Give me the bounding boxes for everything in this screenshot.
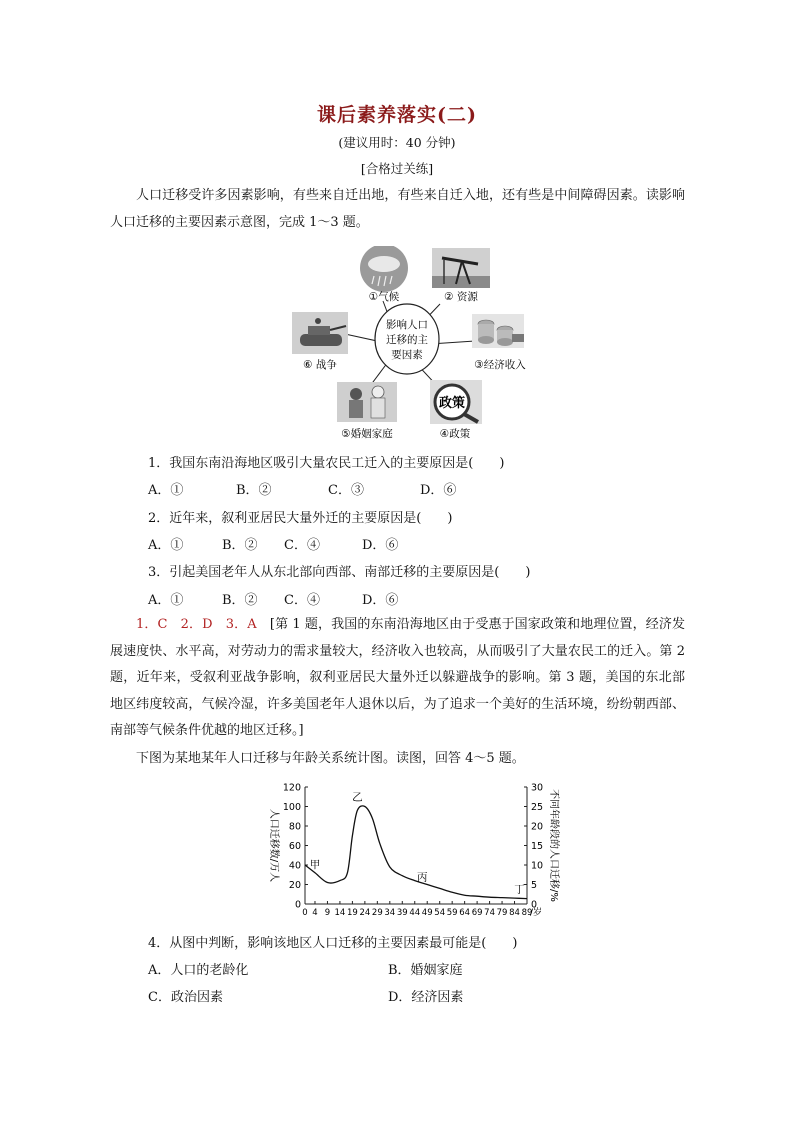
y2-tick-label: 0: [531, 899, 538, 911]
x-tick-label: 44: [409, 908, 421, 918]
tank-picture: [292, 312, 348, 354]
x-tick-label: 39: [396, 908, 408, 918]
intro-paragraph-2: 下图为某地某年人口迁移与年龄关系统计图。读图，回答 4～5 题。: [136, 751, 525, 766]
migration-curve: [305, 806, 527, 899]
question-2-options: [148, 534, 398, 553]
x-tick-label: 54: [434, 908, 446, 918]
x-tick-label: 59: [446, 908, 458, 918]
answer-key: 1．C 2．D 3．A: [136, 617, 257, 632]
x-axis-label: /岁: [530, 908, 543, 918]
question-3-options: [148, 589, 398, 608]
curve-annotation: 甲: [309, 858, 321, 871]
q4-option-b[interactable]: B．婚姻家庭: [388, 963, 463, 978]
q2-option-b[interactable]: B．②: [222, 538, 258, 553]
y-tick-label: 80: [288, 821, 301, 833]
question-4-options-row2: [148, 986, 463, 1005]
intro-paragraph-1: 人口迁移受许多因素影响，有些来自迁出地，有些来自迁入地，还有些是中间障碍因素。读影响人口迁移的主要因素示意图，完成 1～3 题。: [110, 188, 685, 230]
migration-age-chart: [0, 775, 794, 925]
y-tick-label: 40: [288, 860, 301, 872]
section-label: [合格过关练]: [360, 161, 434, 176]
y2-tick-label: 15: [531, 841, 544, 852]
q2-option-a[interactable]: A．①: [148, 538, 184, 553]
curve-annotation: 乙: [352, 791, 363, 804]
x-tick-label: 79: [496, 908, 508, 918]
y2-tick-label: 10: [531, 860, 544, 872]
policy-sign-text: 政策: [438, 396, 466, 411]
q2-option-c[interactable]: C．④: [284, 538, 320, 553]
x-tick-label: 49: [421, 908, 433, 918]
climate-picture: [360, 246, 408, 292]
question-4: 4．从图中判断，影响该地区人口迁移的主要因素最可能是( ): [148, 936, 518, 951]
x-tick-label: 14: [334, 908, 346, 918]
x-tick-label: 74: [484, 908, 495, 918]
q4-option-c[interactable]: C．政治因素: [148, 990, 223, 1005]
q3-option-b[interactable]: B．②: [222, 593, 258, 608]
item-economic-income: ③经济收入: [474, 359, 526, 371]
center-line-3: 要因素: [391, 349, 423, 361]
center-line-2: 迁移的主: [386, 334, 428, 346]
item-marriage-family: ⑤婚姻家庭: [341, 428, 393, 440]
x-tick-label: 0: [302, 908, 308, 918]
y2-tick-label: 30: [531, 782, 544, 794]
x-tick-label: 4: [312, 908, 318, 918]
x-tick-label: 89: [521, 908, 533, 918]
oil-pump-picture: [432, 248, 490, 288]
q1-option-d[interactable]: D．⑥: [420, 483, 457, 498]
y2-axis-label: 不同年龄段的人口迁移/%: [548, 789, 559, 902]
q4-option-a[interactable]: A．人口的老龄化: [148, 963, 249, 978]
question-3: 3．引起美国老年人从东北部向西部、南部迁移的主要原因是( ): [148, 565, 531, 580]
x-tick-label: 69: [471, 908, 483, 918]
x-tick-label: 24: [359, 908, 371, 918]
item-resources: ② 资源: [444, 291, 478, 303]
coins-picture: [472, 314, 524, 348]
q1-option-a[interactable]: A．①: [148, 483, 184, 498]
q1-option-c[interactable]: C．③: [328, 483, 364, 498]
suggested-time: (建议用时：40 分钟): [338, 135, 456, 150]
y2-tick-label: 25: [531, 802, 544, 813]
y-tick-label: 120: [282, 782, 301, 794]
answer-text: [第 1 题，我国的东南沿海地区由于受惠于国家政策和地理位置，经济发展速度快、水平高，对劳动力的需求量较大，经济收入也较高，从而吸引了大量农民工的迁入。第 2 题，近年来，受叙利亚战争影响，叙利亚居民大量外迁以躲避战争的影响。第 3 题，美国的东北部地区纬度较高，气候冷湿，许多美国老年人退休以后，为了追求一个美好的生活环境，纷纷朝西部、南部等气候条件优越的地区迁移。]: [110, 617, 685, 738]
family-picture: [337, 382, 397, 422]
y2-tick-label: 5: [531, 880, 538, 891]
page-title: 课后素养落实(二): [317, 104, 477, 126]
curve-annotation: 丙: [416, 871, 428, 884]
q2-option-d[interactable]: D．⑥: [362, 538, 399, 553]
x-tick-label: 9: [324, 908, 331, 918]
x-tick-label: 64: [459, 908, 471, 918]
y-tick-label: 60: [288, 841, 301, 852]
item-climate: ①气候: [368, 291, 400, 303]
q1-option-b[interactable]: B．②: [236, 483, 272, 498]
q3-option-c[interactable]: C．④: [284, 593, 320, 608]
x-tick-label: 84: [509, 908, 520, 918]
question-1: 1．我国东南沿海地区吸引大量农民工迁入的主要原因是( ): [148, 456, 505, 471]
y-tick-label: 100: [282, 802, 301, 813]
answer-explanation: [110, 612, 685, 745]
question-2: 2．近年来，叙利亚居民大量外迁的主要原因是( ): [148, 511, 453, 526]
question-4-options-row1: [148, 959, 463, 978]
q3-option-d[interactable]: D．⑥: [362, 593, 399, 608]
y-axis-label: 人口迁移数/万人: [268, 808, 279, 883]
center-line-1: 影响人口: [386, 319, 428, 331]
y-tick-label: 20: [288, 880, 301, 891]
question-1-options: [148, 479, 456, 498]
q3-option-a[interactable]: A．①: [148, 593, 184, 608]
factor-diagram: [0, 246, 794, 446]
x-tick-label: 34: [384, 908, 396, 918]
item-policy: ④政策: [439, 428, 471, 440]
item-war: ⑥ 战争: [303, 359, 337, 371]
q4-option-d[interactable]: D．经济因素: [388, 990, 464, 1005]
y2-tick-label: 20: [531, 821, 544, 833]
x-tick-label: 19: [346, 908, 358, 918]
x-tick-label: 29: [371, 908, 383, 918]
curve-annotation: 丁: [514, 883, 525, 896]
y-tick-label: 0: [294, 899, 301, 911]
